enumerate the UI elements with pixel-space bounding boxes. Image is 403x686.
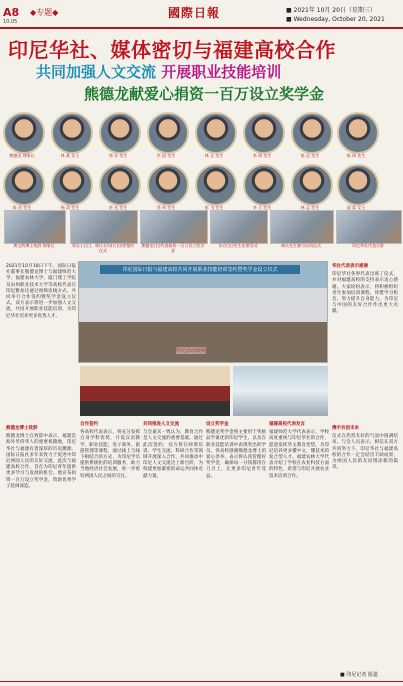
portrait-photo (337, 164, 379, 206)
event-photo-caption: 郑女士(左)、林氏夫妇(右)出席签约仪式 (71, 243, 135, 253)
event-photo (140, 210, 208, 244)
portrait-caption: 林 燕 女士 (60, 153, 80, 158)
classroom-photo-right (233, 366, 328, 416)
section-label: ◆专题◆ (30, 8, 59, 17)
event-photo-caption: 印尼华社代表合影 (352, 243, 384, 248)
event-photo (70, 210, 138, 244)
header-rule (0, 27, 403, 29)
article-column (6, 424, 76, 679)
portrait-photo (147, 112, 189, 154)
article-column (80, 420, 140, 678)
third-headline: 熊德龙献爱心捐资一百万设立奖学金 (84, 85, 325, 103)
portrait-photo (243, 112, 285, 154)
sub-headline (36, 61, 281, 82)
portrait-photo (195, 112, 237, 154)
column-text: 熊德龙奖学金将主要用于奖励品学兼优的印尼学生，以及在职业技能培训中表现突出的学员。各高校感谢熊德龙博士的爱心善举，表示将认真管理好奖学金，确保每一分钱都用在刀刃上，让更多印尼青年受益。 (206, 430, 266, 479)
portrait-photo (195, 164, 237, 206)
column-text: 福建师范大学代表表示，学校高度重视与印尼华社的合作，愿意发挥华文教育优势，为印尼培养更多懂中文、懂技术的复合型人才。福建农林大学代表介绍了学校在农业科技方面的特色，希望与印尼开展农业技术培训合作。 (269, 430, 329, 479)
column-subhead: 携手共创未来 (332, 426, 359, 431)
portrait-photo (337, 112, 379, 154)
column-text: 熊德龙博士在致辞中表示，福建是海外华侨华人的重要祖籍地，印尼华社与福建有着深厚的历史渊源。国际日报社多年来致力于促进中印尼两国人民的友好交流，此次与福建高校合作，旨在为印尼青年提供更多学习与发展的机会。他宣布捐资一百万设立奖学金，资助优秀学子赴闽深造。 (6, 434, 76, 489)
sub-headline-blue: 共同加强人文交流 (36, 63, 157, 81)
event-photo-caption: 熊德龙(右)代表捐资一百万设立奖学金 (141, 243, 205, 253)
column-text: 与会嘉宾一致认为，教育合作是人文交流的重要基础。通过此次签约，双方将在师资培训、学生交流、科研合作等领域开展深入合作，共同推动中印尼人文交流迈上新台阶，为构建更加紧密的命运共同体贡献力量。 (143, 430, 203, 479)
date-cn: ■ 2021年 10月 20日（星期三） (286, 7, 376, 14)
column-subhead: 华社代表表示感谢 (332, 264, 368, 269)
event-photo-caption: 林氏先生参与启动仪式 (281, 243, 321, 248)
portrait-photo (291, 112, 333, 154)
column-subhead: 共同推进人文交流 (143, 422, 179, 427)
article-column (206, 420, 266, 678)
portrait-photo (243, 164, 285, 206)
portrait-photo (51, 164, 93, 206)
event-photo-caption: 黄文辉博士致辞 理事长 (13, 243, 55, 248)
portrait-caption: 杨 清 先生 (60, 205, 80, 210)
event-photo (270, 210, 334, 244)
column-subhead: 熊德龙博士致辞 (6, 426, 38, 431)
masthead: 國際日報 (168, 6, 221, 20)
column-text: 仪式在热烈友好的气氛中圆满结束。与会人员表示，相信在双方共同努力下，印尼华社与福建高校的合作一定会结出丰硕成果，为两国人民的友谊增添新的篇章。 (332, 434, 398, 471)
portrait-caption: 邱 爱 女士 (346, 205, 366, 210)
column-subhead: 设立奖学金 (206, 422, 229, 427)
portrait-caption: 洪 祖 先生 (156, 153, 176, 158)
article-column (332, 262, 398, 422)
portrait-caption: 彭 飞 先生 (204, 205, 224, 210)
page-code: 10.05 (3, 19, 18, 25)
event-photo (4, 210, 66, 244)
main-headline: 印尼华社、媒体密切与福建高校合作 (8, 38, 336, 62)
column-text: 2021年10月18日下午，国际日报社董事长熊德龙博士与福建师范大学、福建农林大学、厦门理工学院及泉州职业技术大学等高校代表在印尼雅加达通过视频连线方式，共同举行合作签约暨奖学金设立仪式。双方表示将进一步加强人文交流，共同开展职业技能培训，为印尼华社培养更多优秀人才。 (6, 264, 76, 319)
portrait-caption: 陈 昌 先生 (12, 205, 32, 210)
event-photo-caption: 东方(左)先生出席活动 (218, 243, 258, 248)
article-column (269, 420, 329, 678)
portrait-photo (147, 164, 189, 206)
column-text: 各高校代表表示，将充分发挥自身学科优势，开设汉语教学、职业技能、电子商务、旅游管理等课程，通过线上与线下相结合的方式，为印尼学员提供系统化的培训服务，助力当地经济社会发展，进一步密切两国人民之间的交往。 (80, 430, 140, 479)
portrait-photo (3, 164, 45, 206)
byline: ■ 印尼记者 报道 (340, 672, 378, 678)
portrait-caption: 蔡 伟 先生 (156, 205, 176, 210)
portrait-caption: 林 志 先生 (300, 205, 320, 210)
event-photo (336, 210, 402, 244)
footer-rule (0, 681, 403, 682)
column-subhead: 合作签约 (80, 422, 98, 427)
article-column (332, 424, 398, 669)
column-subhead: 福建高校代表发言 (269, 422, 305, 427)
group-photo-left (80, 366, 230, 416)
date-en: ■ Wednesday, October 20, 2021 (286, 16, 385, 23)
portrait-photo (99, 164, 141, 206)
portrait-caption: 林 文 先生 (204, 153, 224, 158)
portrait-caption: 李 立 先生 (252, 205, 272, 210)
portrait-caption: 陈 总 先生 (300, 153, 320, 158)
portrait-photo (291, 164, 333, 206)
portrait-photo (99, 112, 141, 154)
portrait-photo (51, 112, 93, 154)
portrait-caption: 郑 东 先生 (108, 153, 128, 158)
portrait-caption: 陈 伟 先生 (346, 153, 366, 158)
portrait-caption: 余 光 先生 (108, 205, 128, 210)
portrait-caption: 熊德龙 理事长 (9, 153, 35, 158)
stage-caption: 印尼活动现场 (176, 348, 207, 354)
stage-banner: 印尼国际日报与福建高校共同开展职业技能培训签约暨奖学金设立仪式 (100, 265, 300, 274)
page-number: A8 (3, 6, 20, 19)
column-text: 印尼华社各界代表出席了仪式，并对福建高校的支持表示衷心感谢。大家纷纷表示，将积极组织青年参加培训课程，珍惜学习机会，努力提升自身能力，为印尼与中国的友好合作作出更大贡献。 (332, 272, 398, 315)
sub-headline-magenta: 开展职业技能培训 (161, 63, 282, 81)
portrait-photo (3, 112, 45, 154)
article-column (6, 262, 76, 422)
article-column (143, 420, 203, 678)
portrait-caption: 李 涛 先生 (252, 153, 272, 158)
event-photo (210, 210, 268, 244)
